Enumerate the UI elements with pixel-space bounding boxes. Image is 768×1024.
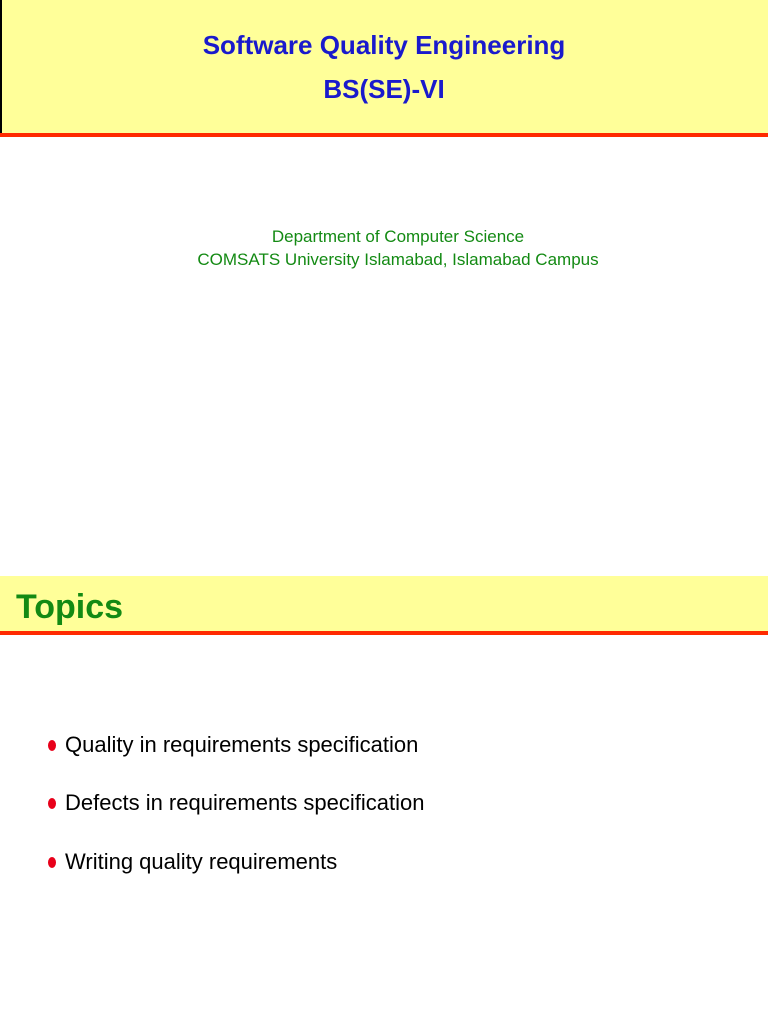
title-slide-header xyxy=(0,0,768,133)
list-item xyxy=(48,788,425,818)
topic-text: Quality in requirements specification xyxy=(65,732,419,757)
university-name: COMSATS University Islamabad, Islamabad Campus xyxy=(197,250,599,269)
list-item xyxy=(48,847,337,877)
bullet-icon xyxy=(48,740,56,751)
bullet-icon xyxy=(48,798,56,809)
department-name: Department of Computer Science xyxy=(271,227,525,246)
title-slide-divider xyxy=(0,133,768,137)
list-item xyxy=(48,730,418,760)
topic-text: Writing quality requirements xyxy=(65,849,338,874)
topics-slide-divider xyxy=(0,631,768,635)
topic-text: Defects in requirements specification xyxy=(65,790,425,815)
course-title: Software Quality Engineering xyxy=(202,30,566,60)
course-code: BS(SE)-VI xyxy=(323,74,445,104)
topics-heading: Topics xyxy=(16,588,124,626)
bullet-icon xyxy=(48,857,56,868)
